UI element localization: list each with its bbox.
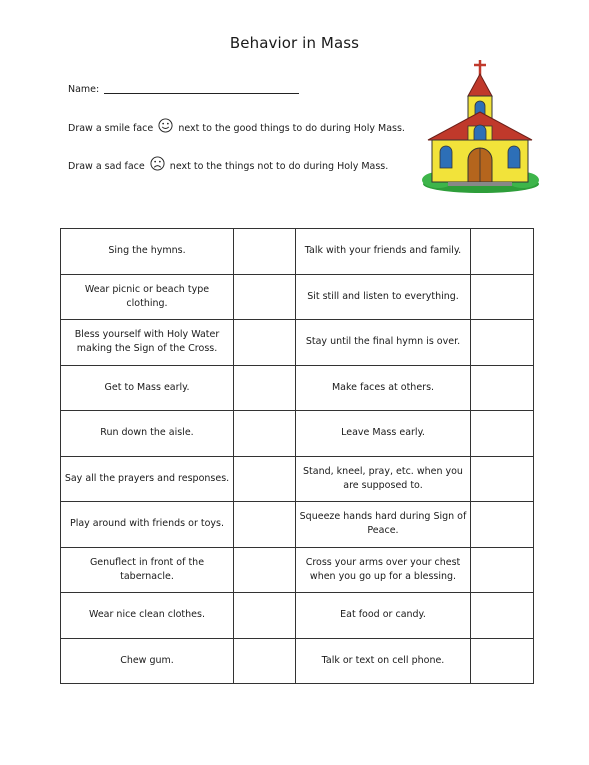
face-answer-cell[interactable] <box>471 593 534 639</box>
face-answer-cell[interactable] <box>234 456 296 502</box>
face-answer-cell[interactable] <box>234 365 296 411</box>
face-answer-cell[interactable] <box>471 547 534 593</box>
behavior-text-right: Sit still and listen to everything. <box>296 274 471 320</box>
table-row <box>61 274 534 320</box>
behavior-text-left: Wear picnic or beach type clothing. <box>61 274 234 320</box>
face-answer-cell[interactable] <box>471 456 534 502</box>
behavior-text-left: Play around with friends or toys. <box>61 502 234 548</box>
smiley-face-icon <box>158 118 173 133</box>
smile-instruction-text: Draw a smile face <box>68 123 154 134</box>
table-row <box>61 456 534 502</box>
face-answer-cell[interactable] <box>471 229 534 275</box>
behavior-text-left: Genuflect in front of the tabernacle. <box>61 547 234 593</box>
behavior-text-left: Sing the hymns. <box>61 229 234 275</box>
face-answer-cell[interactable] <box>471 320 534 366</box>
table-row <box>61 593 534 639</box>
sad-face-icon <box>150 156 165 171</box>
face-answer-cell[interactable] <box>234 411 296 457</box>
behavior-text-right: Eat food or candy. <box>296 593 471 639</box>
face-answer-cell[interactable] <box>234 638 296 684</box>
face-answer-cell[interactable] <box>234 274 296 320</box>
name-label: Name: <box>68 84 100 95</box>
face-answer-cell[interactable] <box>471 502 534 548</box>
table-row <box>61 411 534 457</box>
behavior-text-right: Squeeze hands hard during Sign of Peace. <box>296 502 471 548</box>
behavior-text-right: Cross your arms over your chest when you go up for a blessing. <box>296 547 471 593</box>
page-title: Behavior in Mass <box>229 34 360 52</box>
table-row <box>61 365 534 411</box>
behavior-text-left: Chew gum. <box>61 638 234 684</box>
behavior-text-right: Stay until the final hymn is over. <box>296 320 471 366</box>
face-answer-cell[interactable] <box>471 411 534 457</box>
behavior-text-left: Bless yourself with Holy Water making the Sign of the Cross. <box>61 320 234 366</box>
face-answer-cell[interactable] <box>234 502 296 548</box>
face-answer-cell[interactable] <box>471 365 534 411</box>
face-answer-cell[interactable] <box>471 274 534 320</box>
name-input-line[interactable] <box>104 93 299 94</box>
behavior-text-right: Talk or text on cell phone. <box>296 638 471 684</box>
behavior-text-left: Get to Mass early. <box>61 365 234 411</box>
table-row <box>61 638 534 684</box>
behavior-text-left: Run down the aisle. <box>61 411 234 457</box>
behavior-table <box>60 228 534 684</box>
church-illustration <box>418 56 544 196</box>
behavior-text-left: Say all the prayers and responses. <box>61 456 234 502</box>
behavior-text-left: Wear nice clean clothes. <box>61 593 234 639</box>
face-answer-cell[interactable] <box>471 638 534 684</box>
face-answer-cell[interactable] <box>234 593 296 639</box>
behavior-text-right: Stand, kneel, pray, etc. when you are supposed to. <box>296 456 471 502</box>
behavior-text-right: Leave Mass early. <box>296 411 471 457</box>
sad-instruction-text: Draw a sad face <box>68 161 145 172</box>
name-line <box>68 84 299 96</box>
table-row <box>61 502 534 548</box>
smile-instruction-tail: next to the good things to do during Holy Mass. <box>178 123 405 134</box>
table-row <box>61 320 534 366</box>
face-answer-cell[interactable] <box>234 320 296 366</box>
face-answer-cell[interactable] <box>234 547 296 593</box>
behavior-text-right: Make faces at others. <box>296 365 471 411</box>
behavior-text-right: Talk with your friends and family. <box>296 229 471 275</box>
table-row <box>61 547 534 593</box>
smile-instruction <box>68 118 405 134</box>
face-answer-cell[interactable] <box>234 229 296 275</box>
sad-instruction-tail: next to the things not to do during Holy Mass. <box>169 161 389 172</box>
table-row <box>61 229 534 275</box>
sad-instruction <box>68 156 389 172</box>
